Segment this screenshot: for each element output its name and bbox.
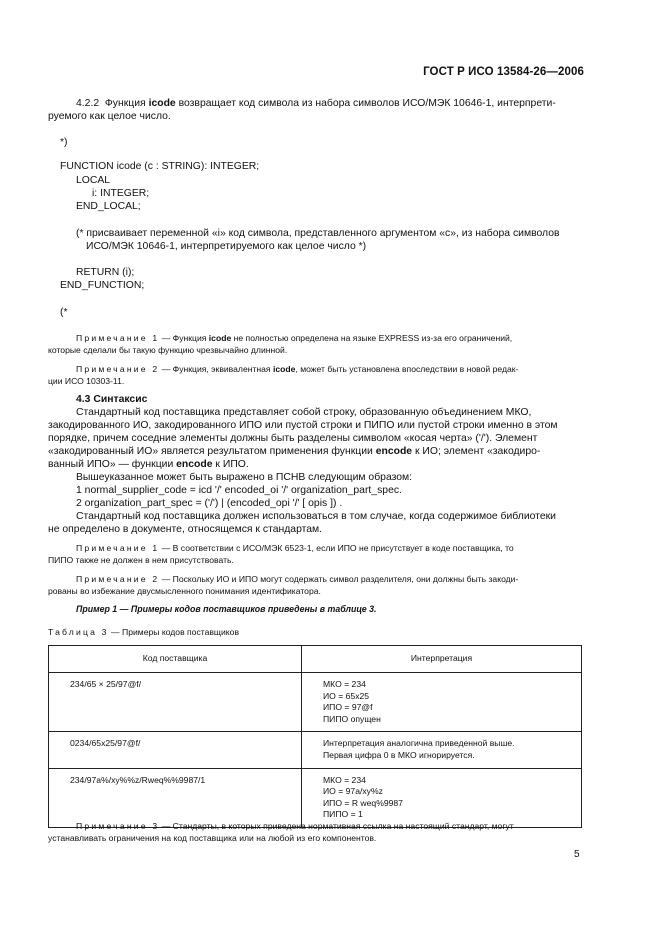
supplier-code-cell: 0234/65x25/97@f/ <box>49 732 302 768</box>
note-4-3-2-line2: рованы во избежание двусмысленного понимания идентификатора. <box>48 586 321 596</box>
supplier-code-cell: 234/65 × 25/97@f/ <box>49 673 302 732</box>
syntax-rule-2: 2 organization_part_spec = ('/') | (encoded_opi '/' [ opis ]) . <box>76 498 343 509</box>
text-segment: ванный ИПО» — функции <box>48 459 177 470</box>
syntax-rule-1: 1 normal_supplier_code = icd '/' encoded_oi '/' organization_part_spec. <box>76 485 402 496</box>
clause-number: 4.2.2 <box>76 98 100 109</box>
column-header-code: Код поставщика <box>49 646 302 673</box>
function-name: encode <box>176 459 213 470</box>
note-text: — Стандарты, в которых приведена нормативная ссылка на настоящий стандарт, могут <box>159 821 514 831</box>
document-header: ГОСТ Р ИСО 13584-26—2006 <box>423 66 584 78</box>
example-1: Пример 1 — Примеры кодов поставщиков приведены в таблице 3. <box>76 604 377 614</box>
code-comment-open: (* <box>60 307 68 318</box>
function-name: icode <box>208 333 232 343</box>
code-end-local: END_LOCAL; <box>76 201 141 212</box>
note-label: Примечание 1 <box>76 333 160 343</box>
interpretation-line: ИПО = R weq%9987 <box>323 797 403 808</box>
interpretation-line: ИО = 97a/xy%z <box>323 786 383 797</box>
note-text: — Функция <box>159 333 209 343</box>
note-3-line2: устанавливать ограничения на код поставщика или на любой из его компонентов. <box>48 833 377 843</box>
paragraph-line: Стандартный код поставщика представляет собой строку, образованную объединением МКО, <box>76 407 532 418</box>
text-segment: «закодированный ИО» является результатом применения функции <box>48 446 376 457</box>
code-variable-declaration: i: INTEGER; <box>92 188 150 199</box>
note-4-3-1-line1 <box>76 543 514 555</box>
code-comment-line2: ИСО/МЭК 10646-1, интерпретируемого как целое число *) <box>86 241 367 252</box>
table-caption-label: Таблица 3 <box>48 627 109 637</box>
note-text: — Функция, эквивалентная <box>159 364 273 374</box>
note-1-line1 <box>76 333 512 345</box>
supplier-code-cell: 234/97a%/xy%%z/Rweq%%9987/1 <box>49 768 302 827</box>
column-header-interpretation: Интерпретация <box>302 646 582 673</box>
note-text-rest: , может быть установлена впоследствии в новой редак- <box>295 364 519 374</box>
paragraph-line: не определено в документе, относящемся к стандартам. <box>48 524 323 535</box>
code-local: LOCAL <box>76 175 111 186</box>
code-comment-line1: (* присваивает переменной «i» код символа, представленного аргументом «c», из набора символов <box>76 228 560 239</box>
note-1-line2: которые сделали бы такую функцию чрезвычайно длинной. <box>48 345 288 355</box>
table-row <box>49 673 582 732</box>
interpretation-cell <box>302 732 582 768</box>
note-text-rest: не полностью определена на языке EXPRESS из-за его ограничений, <box>231 333 513 343</box>
interpretation-line: МКО = 234 <box>323 774 366 785</box>
text-segment: к ИПО. <box>212 459 249 470</box>
code-function-declaration: FUNCTION icode (c : STRING): INTEGER; <box>60 161 260 172</box>
clause-4-2-2-line1 <box>76 97 556 110</box>
note-label: Примечание 2 <box>76 574 160 584</box>
note-3-line1 <box>76 821 514 833</box>
paragraph-line: Стандартный код поставщика должен использоваться в том случае, когда содержимое библиотеки <box>76 511 556 522</box>
interpretation-cell <box>302 768 582 827</box>
note-4-3-2-line1 <box>76 574 518 586</box>
interpretation-line: Интерпретация аналогична приведенной выше. <box>323 738 515 749</box>
paragraph-line <box>48 445 540 458</box>
interpretation-line: Первая цифра 0 в МКО игнорируется. <box>323 749 475 760</box>
interpretation-line: МКО = 234 <box>323 679 366 689</box>
paragraph-line: закодированного ИО, закодированного ИПО или пустой строки и ПИПО или пустой строки именно в этом <box>48 420 558 431</box>
note-label: Примечание 1 <box>76 543 160 553</box>
function-name: encode <box>375 446 413 457</box>
note-label: Примечание 3 <box>76 821 160 831</box>
note-text: — В соответствии с ИСО/МЭК 6523-1, если ИПО не присутствует в коде поставщика, то <box>159 543 514 553</box>
paragraph-line: порядке, причем соседние элементы должны быть разделены символом «косая черта» ('/'). Элемент <box>48 433 538 444</box>
code-end-function: END_FUNCTION; <box>60 280 145 291</box>
function-name: icode <box>148 98 176 109</box>
interpretation-line: ПИПО = 1 <box>323 809 363 820</box>
interpretation-line: ПИПО опущен <box>323 713 381 724</box>
note-2-line2: ции ИСО 10303-11. <box>48 376 125 386</box>
interpretation-cell <box>302 673 582 732</box>
interpretation-line: ИПО = 97@f <box>323 702 373 713</box>
interpretation-line: ИО = 65x25 <box>323 690 370 701</box>
note-text: — Поскольку ИО и ИПО могут содержать символ разделителя, они должны быть закоди- <box>159 574 519 584</box>
clause-4-2-2-line2: руемого как целое число. <box>48 111 171 122</box>
paragraph-line <box>48 458 249 471</box>
text-segment: к ИО; элемент «закодиро- <box>412 446 541 457</box>
paragraph-line: Вышеуказанное может быть выражено в ПСНВ следующим образом: <box>76 472 413 483</box>
note-4-3-1-line2: ПИПО также не должен в нем присутствовать. <box>48 555 234 565</box>
table-row <box>49 732 582 768</box>
note-2-line1 <box>76 364 518 376</box>
note-label: Примечание 2 <box>76 364 160 374</box>
page-number: 5 <box>574 849 580 860</box>
table-caption <box>48 627 239 639</box>
table-caption-text: — Примеры кодов поставщиков <box>108 627 240 637</box>
section-heading: 4.3 Синтаксис <box>76 394 148 405</box>
code-return: RETURN (i); <box>76 267 135 278</box>
table-header-row <box>49 646 582 673</box>
supplier-codes-table <box>48 645 582 828</box>
clause-text-rest: возвращает код символа из набора символов ИСО/МЭК 10646-1, интерпрети- <box>178 98 556 109</box>
table-row <box>49 768 582 827</box>
code-comment-close: *) <box>60 137 68 148</box>
clause-text: Функция <box>104 98 146 109</box>
function-name: icode <box>272 364 296 374</box>
